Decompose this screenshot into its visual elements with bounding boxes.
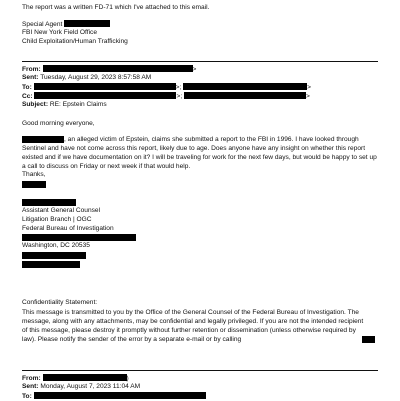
- redaction: [22, 181, 46, 188]
- redaction: [64, 20, 110, 27]
- email2-from-row: [22, 374, 129, 383]
- email2-divider: [22, 370, 378, 371]
- email1-subject-row: [22, 101, 107, 109]
- signature1-unit: Child Exploitation/Human Trafficking: [22, 38, 128, 45]
- cc-label: Cc:: [22, 93, 33, 100]
- redaction: [34, 83, 176, 90]
- email1-from-row: [22, 65, 196, 74]
- from-label: From:: [22, 66, 41, 73]
- email2-sent-row: [22, 383, 140, 391]
- cc-end: >: [306, 93, 310, 100]
- signature1-office: FBI New York Field Office: [22, 29, 98, 36]
- redaction: [183, 83, 307, 90]
- redaction: [22, 261, 80, 268]
- from-suffix: ): [126, 375, 129, 382]
- redaction: [34, 392, 206, 399]
- signature2-title: Assistant General Counsel: [22, 207, 101, 214]
- header-divider: [22, 61, 378, 62]
- closing: Thanks,: [22, 171, 46, 178]
- email1-sent-row: [22, 74, 151, 82]
- signature2-agency: Federal Bureau of Investigation: [22, 225, 114, 232]
- confidentiality-text: This message is transmitted to you by the Office of the General Counsel of the Federal Bureau of Investigation. The message, along with any attachments, may be confidential and legally privileged. If you are not the intended recipient of this message, please destroy it promptly without further retention or dissemination (unless otherwise required by law). Please notify the sender of the error by a separate e-mail or by calling: [22, 309, 364, 343]
- email1-body: , an alleged victim of Epstein, claims she submitted a report to the FBI in 1996. I have looked through Sentinel and have not come across this report, likely due to age. Does anyone have any insight on whether this report existed and if we have documentation on it? I will be traveling for work for the next few days, but would be happy to set up a call to discuss on Friday or next week if that would help.: [22, 136, 377, 170]
- email1-to-row: [22, 83, 311, 92]
- redaction: [34, 92, 176, 99]
- subject-value: RE: Epstein Claims: [49, 101, 107, 108]
- signature1-title: [22, 20, 110, 29]
- sent-value: Tuesday, August 29, 2023 8:57:58 AM: [40, 74, 152, 81]
- to-mid: >;: [175, 84, 182, 91]
- sent-label: Sent:: [22, 383, 39, 390]
- top-message: The report was a written FD-71 which I've attached to this email.: [22, 4, 210, 11]
- redaction: [43, 374, 127, 381]
- redaction: [22, 252, 86, 259]
- subject-label: Subject:: [22, 101, 49, 108]
- redaction: [362, 336, 375, 343]
- greeting: Good morning everyone,: [22, 120, 95, 127]
- to-end: >: [307, 84, 311, 91]
- to-label: To:: [22, 393, 32, 400]
- sent-value: Monday, August 7, 2023 11:04 AM: [40, 383, 141, 390]
- email1-cc-row: [22, 92, 310, 101]
- to-label: To:: [22, 84, 32, 91]
- signature2-city: Washington, DC 20535: [22, 242, 90, 249]
- confidentiality-heading: Confidentiality Statement:: [22, 299, 98, 306]
- sent-label: Sent:: [22, 74, 39, 81]
- redaction: [184, 92, 306, 99]
- signature1-title-prefix: Special Agent: [22, 21, 63, 28]
- signature2-branch: Litigation Branch | OGC: [22, 216, 92, 223]
- from-label: From:: [22, 375, 41, 382]
- redaction: [22, 199, 76, 206]
- redaction: [43, 65, 193, 72]
- redaction: [22, 234, 136, 241]
- from-suffix: >: [192, 66, 197, 73]
- cc-mid: >;: [176, 93, 183, 100]
